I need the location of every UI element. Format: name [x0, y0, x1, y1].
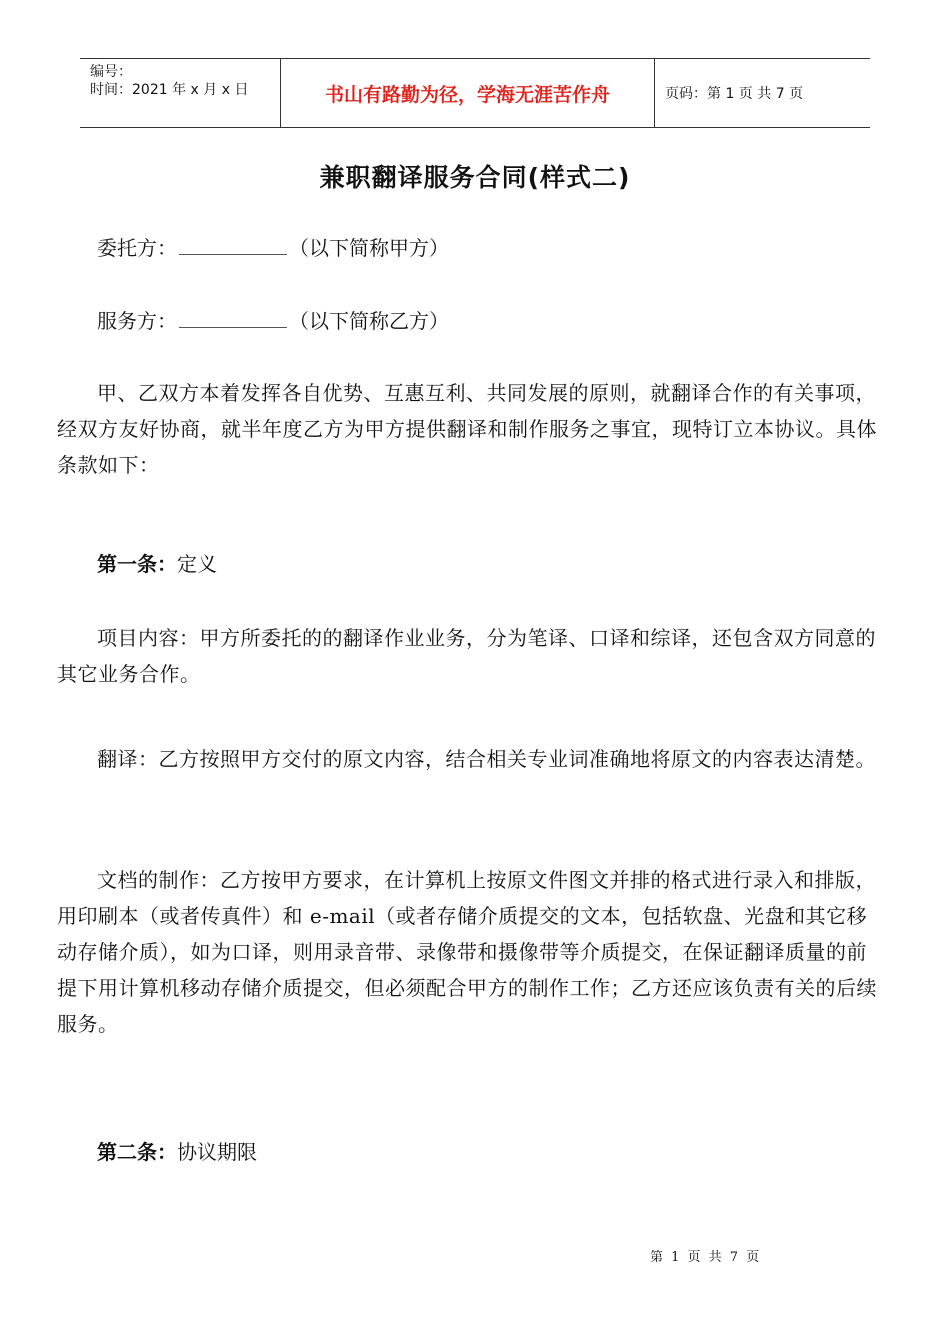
header-table: [80, 58, 870, 128]
definition-translation-paragraph: 翻译：乙方按照甲方交付的原文内容，结合相关专业词准确地将原文的内容表达清楚。: [97, 747, 876, 771]
article-2-heading: [97, 1137, 257, 1167]
client-blank: [179, 234, 287, 255]
article-1-title: 定义: [177, 552, 217, 576]
header-motto: 书山有路勤为径，学海无涯苦作舟: [281, 59, 655, 127]
article-2-number: 第二条：: [97, 1140, 177, 1164]
provider-suffix: （以下简称乙方）: [289, 309, 449, 333]
document-title: 兼职翻译服务合同(样式二): [319, 163, 631, 192]
intro-paragraph: 甲、乙双方本着发挥各自优势、互惠互利、共同发展的原则，就翻译合作的有关事项，经双方友好协商，就半年度乙方为甲方提供翻译和制作服务之事宜，现特订立本协议。具体条款如下：: [57, 381, 877, 477]
article-1-number: 第一条：: [97, 552, 177, 576]
document-time-label: 时间：2021 年 x 月 x 日: [90, 82, 249, 98]
page-footer: 第 1 页 共 7 页: [650, 1250, 762, 1265]
client-line: [97, 233, 449, 263]
provider-line: [97, 306, 449, 336]
definition-project-paragraph: 项目内容：甲方所委托的的翻译作业业务，分为笔译、口译和综译，还包含双方同意的其它业务合作。: [57, 626, 876, 686]
provider-blank: [179, 307, 287, 328]
article-1-heading: [97, 549, 217, 579]
header-page-info: 页码：第 1 页 共 7 页: [665, 86, 804, 102]
article-2-title: 协议期限: [177, 1140, 257, 1164]
client-label: 委托方：: [97, 236, 177, 260]
document-number-label: 编号：: [90, 64, 132, 80]
definition-production-paragraph: 文档的制作：乙方按甲方要求，在计算机上按原文件图文并排的格式进行录入和排版，用印刷本（或者传真件）和 e-mail（或者存储介质提交的文本，包括软盘、光盘和其它移动存储介质），如为口译，则用录音带、录像带和摄像带等介质提交，在保证翻译质量的前提下用计算机移动存储介质提交，但必须配合甲方的制作工作；乙方还应该负责有关的后续服务。: [57, 868, 877, 1036]
provider-label: 服务方：: [97, 309, 177, 333]
header-meta-cell: [80, 59, 281, 127]
client-suffix: （以下简称甲方）: [289, 236, 449, 260]
